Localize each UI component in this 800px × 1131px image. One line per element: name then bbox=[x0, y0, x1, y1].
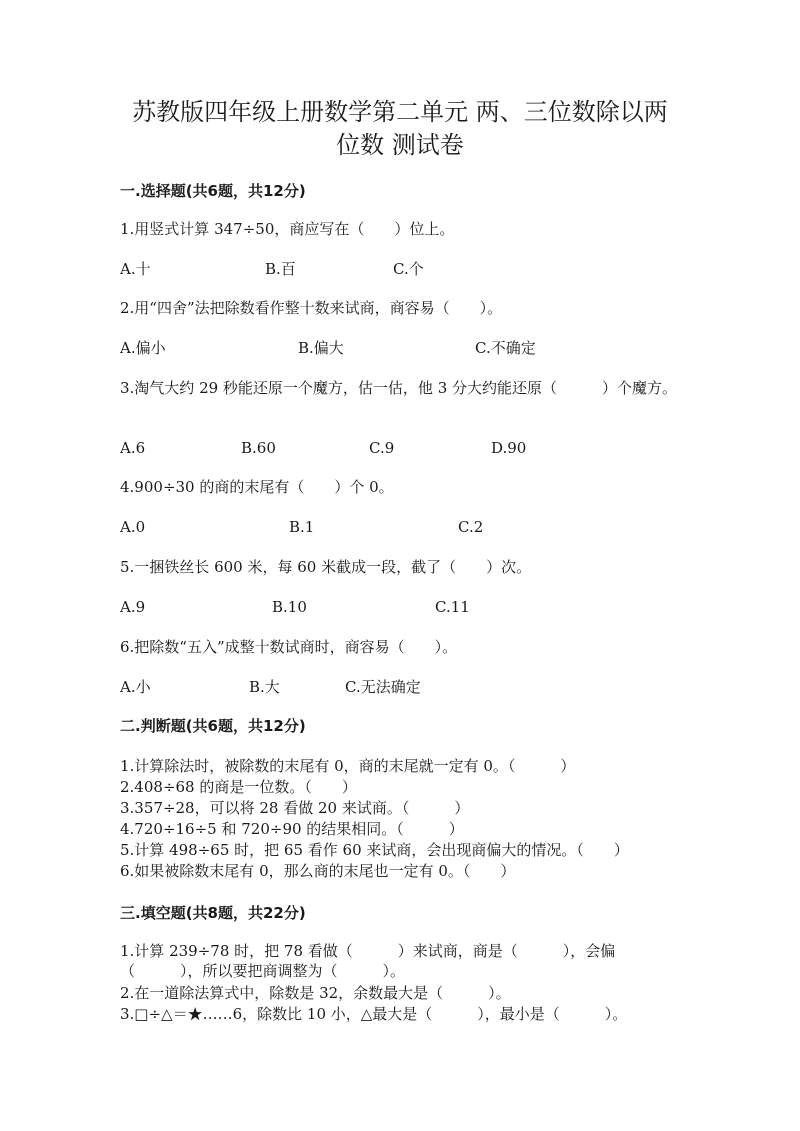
page-title-line-2: 位数 测试卷 bbox=[336, 131, 464, 159]
option: A.偏小 bbox=[120, 339, 166, 357]
question-text: 6.把除数“五入”成整十数试商时，商容易（ ）。 bbox=[120, 638, 458, 656]
fill-item: 3.□÷△＝★……6，除数比 10 小，△最大是（ ），最小是（ ）。 bbox=[120, 1005, 628, 1023]
judge-item: 2.408÷68 的商是一位数。（ ） bbox=[120, 778, 357, 796]
option: A.十 bbox=[120, 260, 151, 278]
option: C.11 bbox=[435, 598, 470, 616]
option: B.百 bbox=[265, 260, 296, 278]
section-heading-choice: 一.选择题(共6题，共12分) bbox=[120, 182, 306, 200]
option: D.90 bbox=[491, 439, 527, 457]
fill-item: 2.在一道除法算式中，除数是 32，余数最大是（ ）。 bbox=[120, 984, 511, 1002]
option: C.无法确定 bbox=[345, 678, 421, 696]
option: B.偏大 bbox=[298, 339, 344, 357]
section-heading-fill: 三.填空题(共8题，共22分) bbox=[120, 904, 306, 922]
option: A.小 bbox=[120, 678, 151, 696]
option: B.1 bbox=[289, 518, 315, 536]
page-title bbox=[100, 96, 700, 162]
option: C.个 bbox=[393, 260, 424, 278]
page-title-line-1: 苏教版四年级上册数学第二单元 两、三位数除以两 bbox=[132, 98, 668, 126]
option: B.60 bbox=[241, 439, 276, 457]
option: A.9 bbox=[120, 598, 146, 616]
section-heading-judge: 二.判断题(共6题，共12分) bbox=[120, 717, 306, 735]
question-text: 3.淘气大约 29 秒能还原一个魔方，估一估，他 3 分大约能还原（ ）个魔方。 bbox=[120, 379, 678, 397]
judge-item: 1.计算除法时，被除数的末尾有 0，商的末尾就一定有 0。（ ） bbox=[120, 757, 576, 775]
judge-item: 3.357÷28，可以将 28 看做 20 来试商。（ ） bbox=[120, 799, 470, 817]
question-text: 2.用“四舍”法把除数看作整十数来试商，商容易（ ）。 bbox=[120, 299, 503, 317]
option: A.0 bbox=[120, 518, 146, 536]
option: C.9 bbox=[369, 439, 395, 457]
question-text: 5.一捆铁丝长 600 米，每 60 米截成一段，截了（ ）次。 bbox=[120, 558, 532, 576]
judge-item: 4.720÷16÷5 和 720÷90 的结果相同。（ ） bbox=[120, 820, 464, 838]
option: B.10 bbox=[272, 598, 307, 616]
option: C.2 bbox=[458, 518, 484, 536]
question-text: 1.用竖式计算 347÷50，商应写在（ ）位上。 bbox=[120, 220, 455, 238]
option: A.6 bbox=[120, 439, 146, 457]
judge-item: 5.计算 498÷65 时，把 65 看作 60 来试商，会出现商偏大的情况。（ ） bbox=[120, 841, 629, 859]
option: C.不确定 bbox=[475, 339, 536, 357]
option: B.大 bbox=[249, 678, 280, 696]
question-text: 4.900÷30 的商的末尾有（ ）个 0。 bbox=[120, 478, 394, 496]
fill-item: 1.计算 239÷78 时，把 78 看做（ ）来试商，商是（ ），会偏（ ），所以要把商调整为（ ）。 bbox=[120, 942, 616, 980]
judge-item: 6.如果被除数末尾有 0，那么商的末尾也一定有 0。（ ） bbox=[120, 862, 516, 880]
